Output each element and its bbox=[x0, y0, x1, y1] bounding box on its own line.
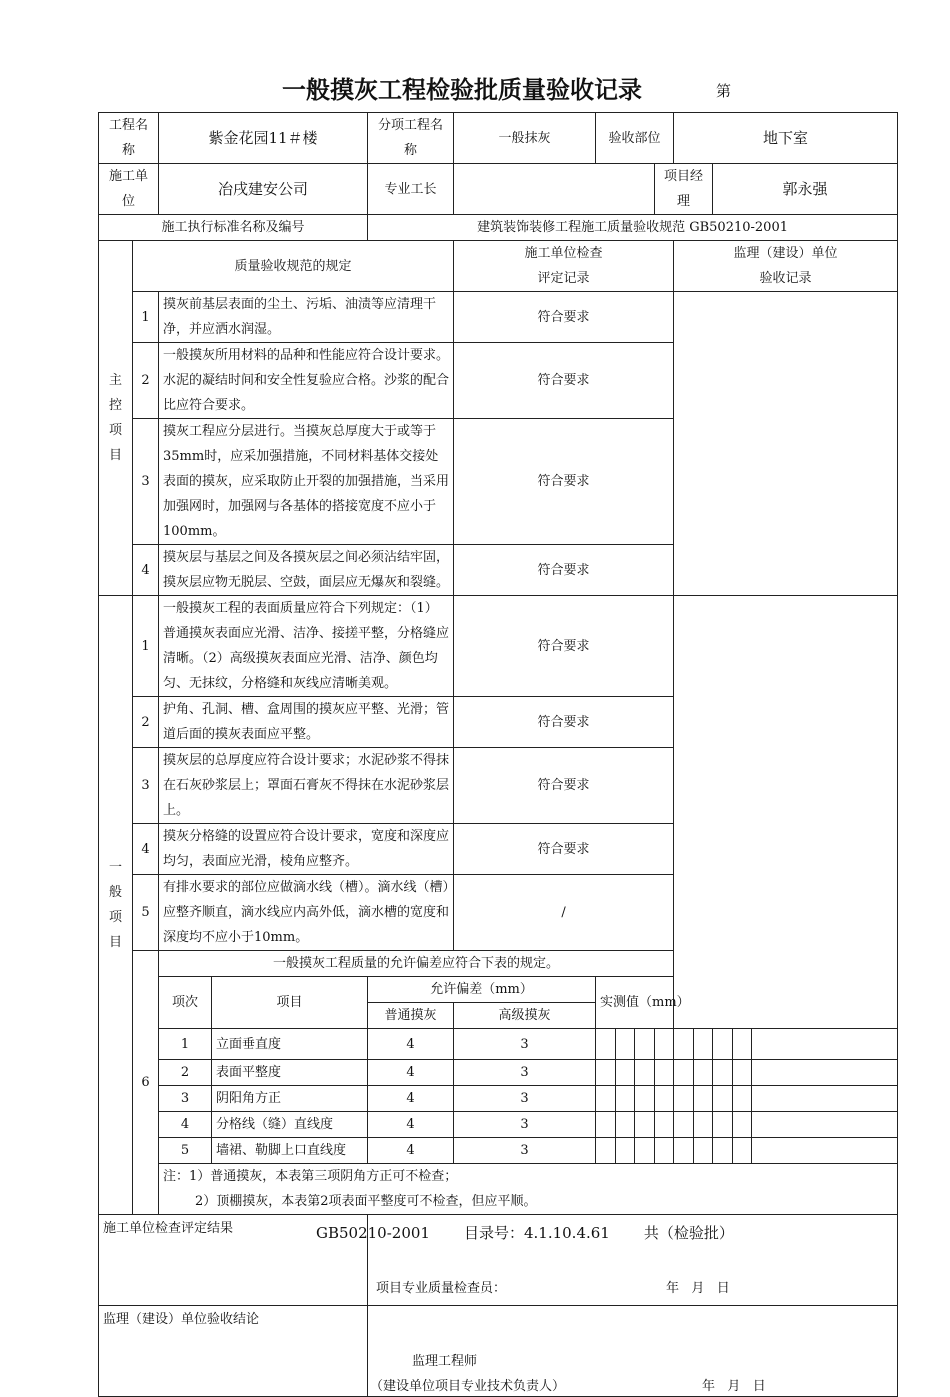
measured-cell bbox=[733, 1060, 752, 1086]
foreman-label: 专业工长 bbox=[368, 164, 454, 215]
construction-unit-label: 施工单位 bbox=[99, 164, 159, 215]
general-item-text: 摸灰层的总厚度应符合设计要求；水泥砂浆不得抹在石灰砂浆层上；罩面石膏灰不得抹在水泥砂浆层上。 bbox=[159, 748, 454, 824]
tolerance-normal: 4 bbox=[368, 1112, 454, 1138]
main-item-result: 符合要求 bbox=[454, 343, 674, 419]
manager-value: 郭永强 bbox=[713, 164, 898, 215]
measured-cell bbox=[635, 1029, 655, 1060]
general-item-result: 符合要求 bbox=[454, 697, 674, 748]
footer-code: GB50210-2001 bbox=[316, 1224, 430, 1242]
main-item-text: 摸灰层与基层之间及各摸灰层之间必须沾结牢固，摸灰层应物无脱层、空鼓，面层应无爆灰和裂缝。 bbox=[159, 545, 454, 596]
main-item-no: 2 bbox=[133, 343, 159, 419]
measured-cell bbox=[694, 1112, 713, 1138]
main-item-text: 摸灰前基层表面的尘土、污垢、油渍等应清理干净，并应洒水润湿。 bbox=[159, 292, 454, 343]
measured-cell bbox=[655, 1060, 674, 1086]
measured-cell bbox=[694, 1029, 713, 1060]
footer-total: 共（检验批） bbox=[643, 1224, 734, 1242]
main-item-text: 摸灰工程应分层进行。当摸灰总厚度大于或等于35mm时，应采加强措施，不同材料基体交接处表面的摸灰，应采取防止开裂的加强措施，当采用加强网时，加强网与各基体的搭接宽度不应小于100mm。 bbox=[159, 419, 454, 545]
measured-cell bbox=[674, 1112, 694, 1138]
measured-cell bbox=[733, 1112, 752, 1138]
main-item-no: 4 bbox=[133, 545, 159, 596]
measured-cell bbox=[713, 1138, 733, 1164]
tolerance-normal: 4 bbox=[368, 1029, 454, 1060]
supervise-column-header: 监理（建设）单位 验收记录 bbox=[674, 241, 898, 292]
tolerance-seq: 3 bbox=[159, 1086, 212, 1112]
tolerance-item: 立面垂直度 bbox=[212, 1029, 368, 1060]
foreman-value bbox=[454, 164, 655, 215]
tolerance-supervise-cell bbox=[752, 1060, 898, 1086]
measured-cell bbox=[674, 1086, 694, 1112]
footer-catalog: 目录号：4.1.10.4.61 bbox=[463, 1224, 610, 1242]
measured-cell bbox=[655, 1029, 674, 1060]
page-number-label: 第 bbox=[716, 82, 732, 100]
general-supervise-record bbox=[674, 596, 898, 1029]
construction-date: 年 月 日 bbox=[666, 1281, 730, 1296]
construction-unit-value: 冶戌建安公司 bbox=[159, 164, 368, 215]
measured-cell bbox=[596, 1029, 616, 1060]
supervision-result-body bbox=[368, 1306, 898, 1397]
tolerance-advanced: 3 bbox=[454, 1086, 596, 1112]
main-item-no: 3 bbox=[133, 419, 159, 545]
measured-cell bbox=[635, 1138, 655, 1164]
measured-cell bbox=[713, 1029, 733, 1060]
general-item-no: 3 bbox=[133, 748, 159, 824]
general-item-result: 符合要求 bbox=[454, 596, 674, 697]
project-name-value: 紫金花园11＃楼 bbox=[159, 113, 368, 164]
tolerance-supervise-cell bbox=[752, 1086, 898, 1112]
general-item-no: 1 bbox=[133, 596, 159, 697]
tolerance-normal-header: 普通摸灰 bbox=[368, 1003, 454, 1029]
measured-cell bbox=[733, 1086, 752, 1112]
measured-cell bbox=[733, 1029, 752, 1060]
tolerance-normal: 4 bbox=[368, 1060, 454, 1086]
tolerance-item: 表面平整度 bbox=[212, 1060, 368, 1086]
inspector-label: 项目专业质量检查员： bbox=[376, 1281, 507, 1296]
tolerance-supervise-cell bbox=[752, 1029, 898, 1060]
subproject-label: 分项工程名称 bbox=[368, 113, 454, 164]
main-item-result: 符合要求 bbox=[454, 292, 674, 343]
tolerance-supervise-cell bbox=[752, 1138, 898, 1164]
measured-cell bbox=[635, 1086, 655, 1112]
measured-cell bbox=[616, 1112, 635, 1138]
inspection-form bbox=[98, 112, 898, 1397]
measured-cell bbox=[655, 1112, 674, 1138]
measured-cell bbox=[635, 1112, 655, 1138]
measured-cell bbox=[616, 1060, 635, 1086]
tolerance-advanced: 3 bbox=[454, 1060, 596, 1086]
page-title: 一般摸灰工程检验批质量验收记录 bbox=[282, 76, 642, 104]
main-supervise-record bbox=[674, 292, 898, 596]
general-item-result: / bbox=[454, 875, 674, 951]
general-item-result: 符合要求 bbox=[454, 748, 674, 824]
accept-part-label: 验收部位 bbox=[596, 113, 674, 164]
general-item-result: 符合要求 bbox=[454, 824, 674, 875]
standard-label: 施工执行标准名称及编号 bbox=[99, 215, 368, 241]
measured-cell bbox=[616, 1138, 635, 1164]
measured-cell bbox=[674, 1060, 694, 1086]
main-group-label: 主 控 项 目 bbox=[99, 241, 133, 596]
tolerance-advanced-header: 高级摸灰 bbox=[454, 1003, 596, 1029]
general-item-no: 6 bbox=[133, 951, 159, 1215]
construction-result-label: 施工单位检查评定结果 bbox=[99, 1215, 368, 1306]
tolerance-item: 分格线（缝）直线度 bbox=[212, 1112, 368, 1138]
general-item-no: 4 bbox=[133, 824, 159, 875]
supervision-date: 年 月 日 bbox=[702, 1378, 766, 1394]
main-item-text: 一般摸灰所用材料的品种和性能应符合设计要求。水泥的凝结时间和安全性复验应合格。沙浆的配合比应符合要求。 bbox=[159, 343, 454, 419]
accept-part-value: 地下室 bbox=[674, 113, 898, 164]
tolerance-item: 墙裙、勒脚上口直线度 bbox=[212, 1138, 368, 1164]
measured-cell bbox=[596, 1112, 616, 1138]
measured-cell bbox=[694, 1138, 713, 1164]
supervisor-engineer-label: 监理工程师 bbox=[412, 1353, 478, 1369]
tolerance-item: 阴阳角方正 bbox=[212, 1086, 368, 1112]
tolerance-normal: 4 bbox=[368, 1138, 454, 1164]
measured-cell bbox=[616, 1029, 635, 1060]
tolerance-advanced: 3 bbox=[454, 1112, 596, 1138]
general-item-text: 一般摸灰工程的表面质量应符合下列规定：（1）普通摸灰表面应光滑、洁净、接搓平整，分格缝应清晰。（2）高级摸灰表面应光滑、洁净、颜色均匀、无抹纹，分格缝和灰线应清晰美观。 bbox=[159, 596, 454, 697]
main-item-result: 符合要求 bbox=[454, 419, 674, 545]
tolerance-advanced: 3 bbox=[454, 1029, 596, 1060]
general-item-no: 5 bbox=[133, 875, 159, 951]
tolerance-advanced: 3 bbox=[454, 1138, 596, 1164]
subproject-value: 一般抹灰 bbox=[454, 113, 596, 164]
general-group-label: 一 般 项 目 bbox=[99, 596, 133, 1215]
tolerance-measured-header: 实测值（mm） bbox=[596, 977, 694, 1029]
tolerance-seq: 4 bbox=[159, 1112, 212, 1138]
tolerance-item-header: 项目 bbox=[212, 977, 368, 1029]
tolerance-supervise-cell bbox=[752, 1112, 898, 1138]
main-item-result: 符合要求 bbox=[454, 545, 674, 596]
measured-cell bbox=[713, 1112, 733, 1138]
spec-column-header: 质量验收规范的规定 bbox=[133, 241, 454, 292]
manager-label: 项目经理 bbox=[655, 164, 713, 215]
measured-cell bbox=[694, 1060, 713, 1086]
tolerance-seq: 2 bbox=[159, 1060, 212, 1086]
measured-cell bbox=[694, 1086, 713, 1112]
check-column-header: 施工单位检查 评定记录 bbox=[454, 241, 674, 292]
main-item-no: 1 bbox=[133, 292, 159, 343]
measured-cell bbox=[655, 1086, 674, 1112]
measured-cell bbox=[674, 1138, 694, 1164]
tolerance-normal: 4 bbox=[368, 1086, 454, 1112]
measured-cell bbox=[713, 1086, 733, 1112]
measured-cell bbox=[596, 1138, 616, 1164]
general-item-text: 护角、孔洞、槽、盒周围的摸灰应平整、光滑；管道后面的摸灰表面应平整。 bbox=[159, 697, 454, 748]
measured-cell bbox=[616, 1086, 635, 1112]
measured-cell bbox=[596, 1060, 616, 1086]
standard-value: 建筑装饰装修工程施工质量验收规范 GB50210-2001 bbox=[368, 215, 898, 241]
tolerance-allow-header: 允许偏差（mm） bbox=[368, 977, 596, 1003]
page-footer bbox=[316, 1222, 768, 1243]
measured-cell bbox=[596, 1086, 616, 1112]
tech-lead-label: （建设单位项目专业技术负责人） bbox=[370, 1378, 566, 1394]
supervision-result-label: 监理（建设）单位验收结论 bbox=[99, 1306, 368, 1397]
tolerance-seq: 5 bbox=[159, 1138, 212, 1164]
measured-cell bbox=[635, 1060, 655, 1086]
tolerance-seq-header: 项次 bbox=[159, 977, 212, 1029]
measured-cell bbox=[674, 1029, 694, 1060]
tolerance-title: 一般摸灰工程质量的允许偏差应符合下表的规定。 bbox=[159, 951, 674, 977]
measured-cell bbox=[713, 1060, 733, 1086]
general-item-text: 有排水要求的部位应做滴水线（槽）。滴水线（槽）应整齐顺直，滴水线应内高外低，滴水槽的宽度和深度均不应小于10mm。 bbox=[159, 875, 454, 951]
project-name-label: 工程名称 bbox=[99, 113, 159, 164]
measured-cell bbox=[733, 1138, 752, 1164]
general-item-no: 2 bbox=[133, 697, 159, 748]
tolerance-note: 注：1）普通摸灰，本表第三项阴角方正可不检查； 2）顶棚摸灰，本表第2项表面平整度可不检查，但应平顺。 bbox=[159, 1164, 898, 1215]
tolerance-seq: 1 bbox=[159, 1029, 212, 1060]
measured-cell bbox=[655, 1138, 674, 1164]
general-item-text: 摸灰分格缝的设置应符合设计要求，宽度和深度应均匀，表面应光滑，棱角应整齐。 bbox=[159, 824, 454, 875]
